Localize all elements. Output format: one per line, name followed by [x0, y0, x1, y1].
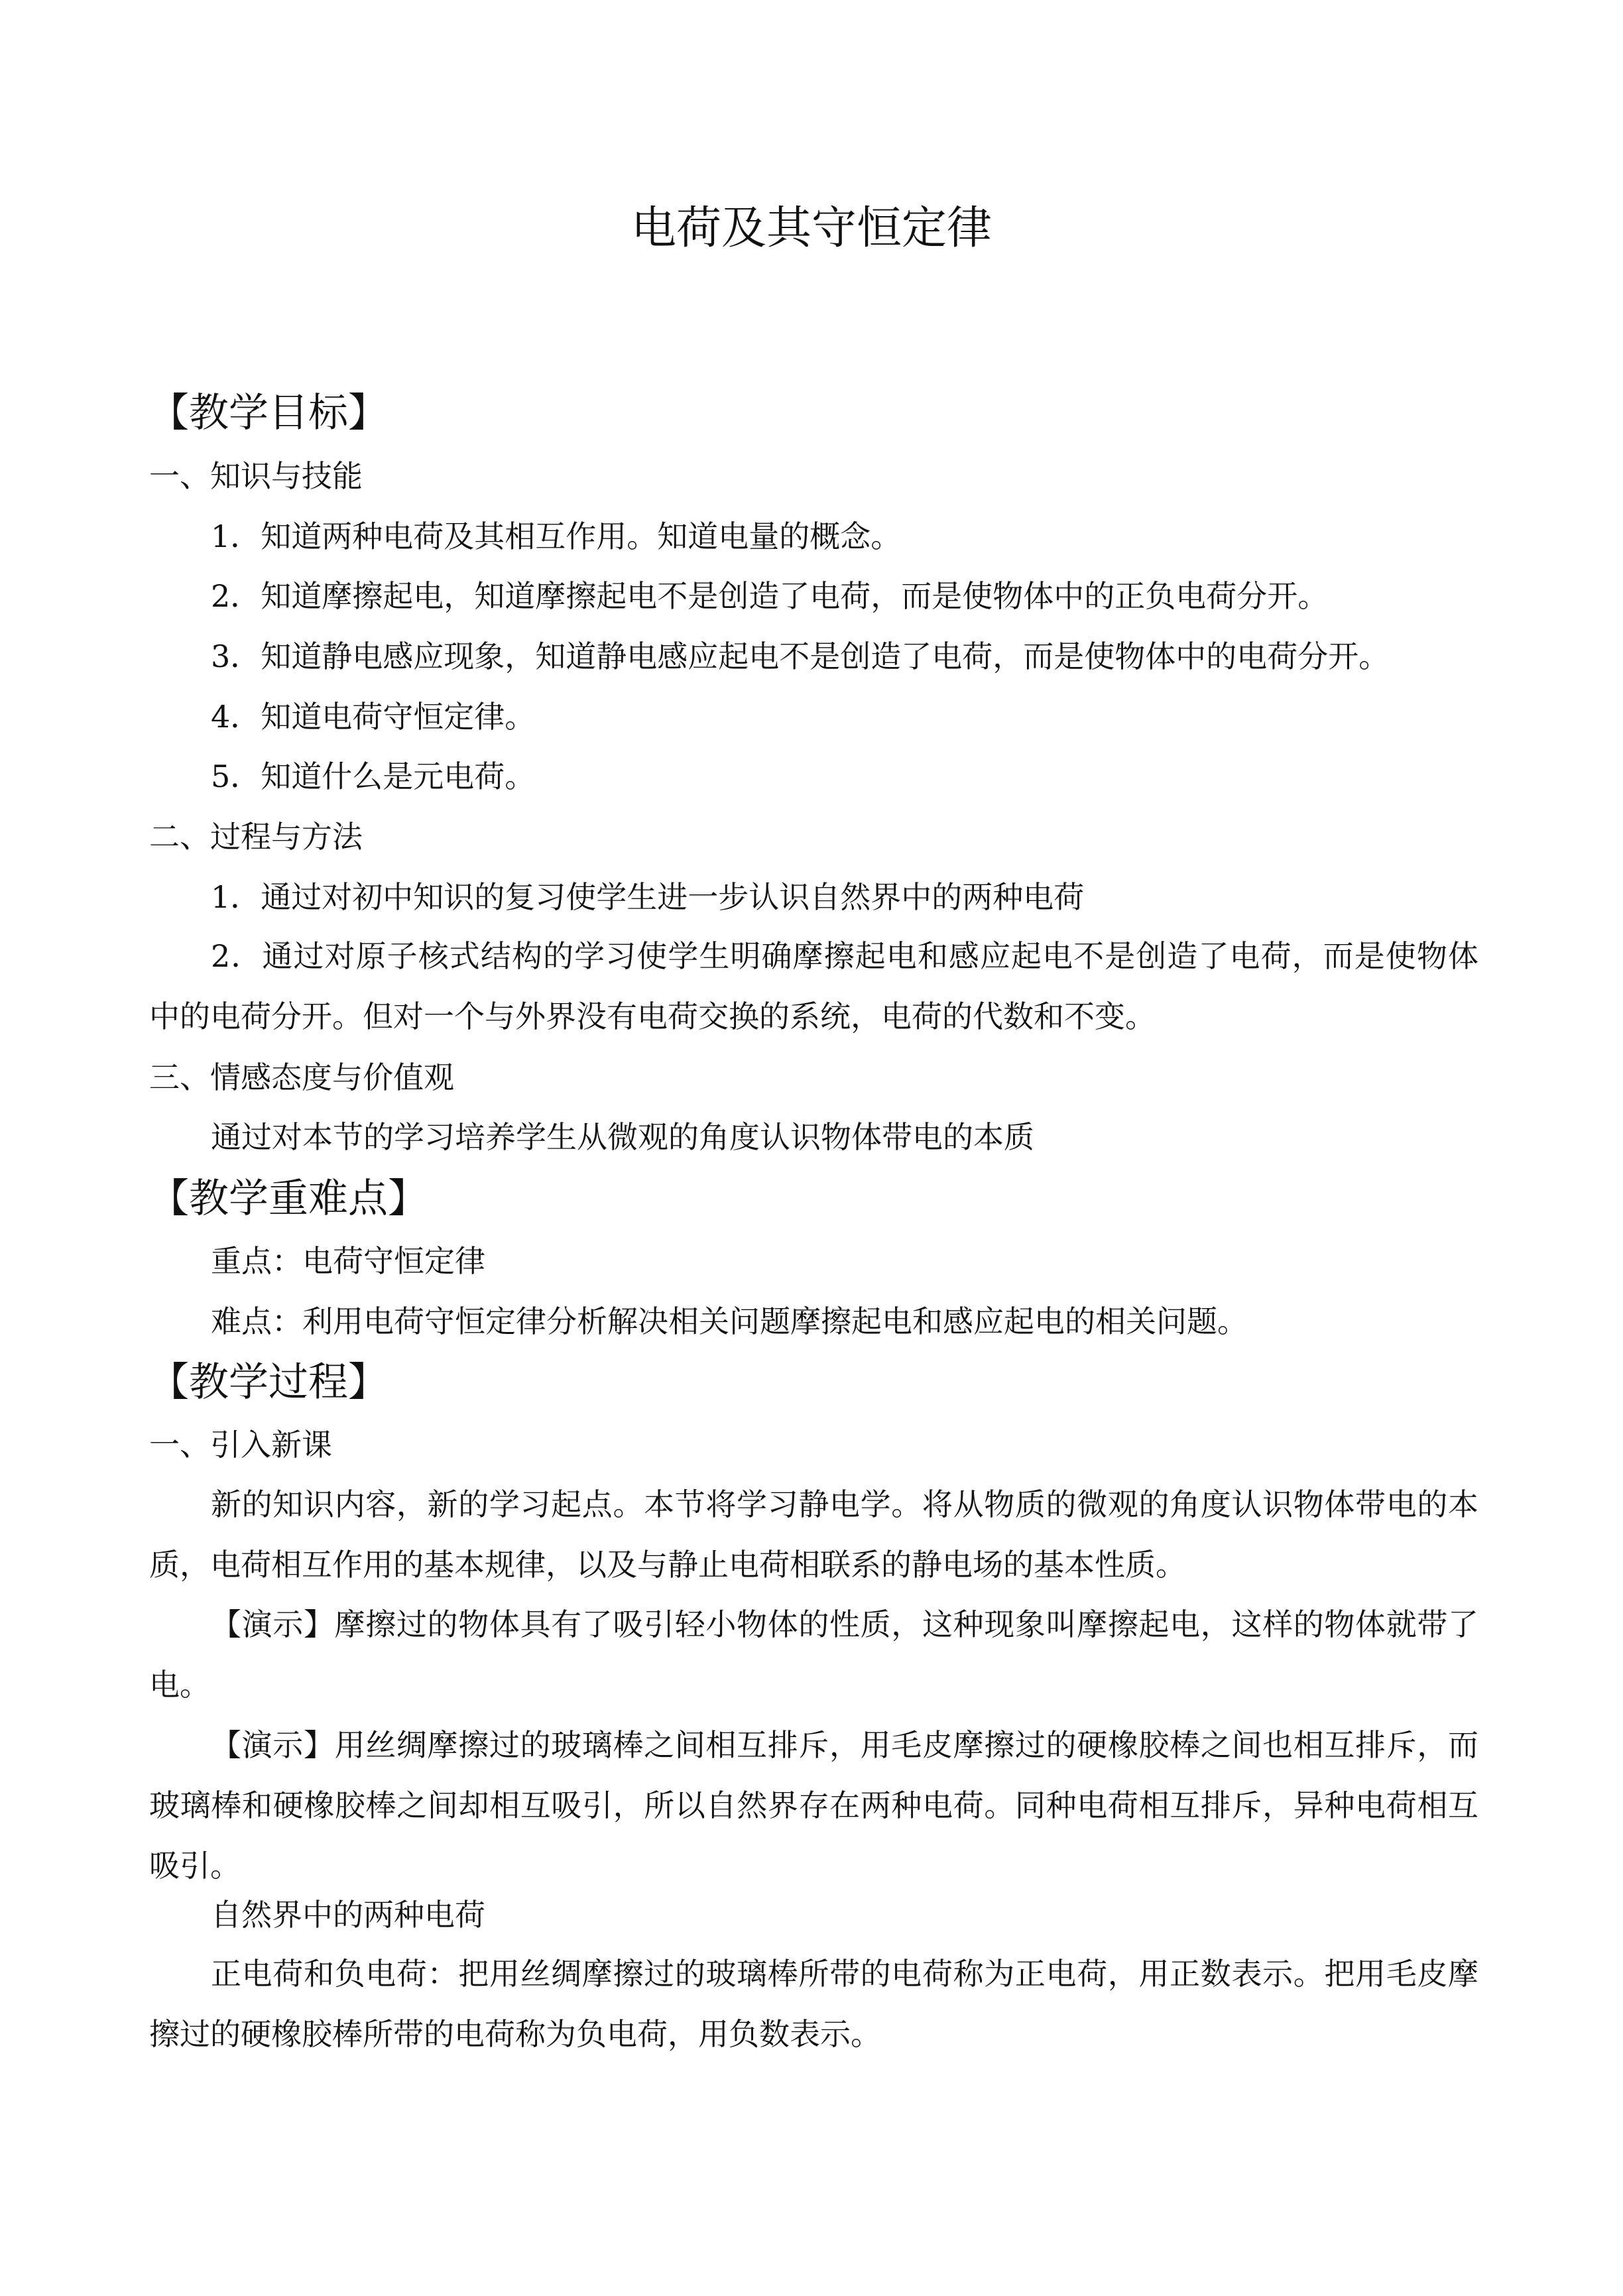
list-item: 1．知道两种电荷及其相互作用。知道电量的概念。: [211, 518, 902, 554]
section-heading-process: 【教学过程】: [149, 1359, 388, 1406]
list-item: 1．通过对初中知识的复习使学生进一步认识自然界中的两种电荷: [211, 879, 1085, 915]
section-heading-objectives: 【教学目标】: [149, 390, 388, 436]
paragraph: 【演示】摩擦过的物体具有了吸引轻小物体的性质，这种现象叫摩擦起电，这样的物体就带了电。: [149, 1606, 1478, 1703]
paragraph: 新的知识内容，新的学习起点。本节将学习静电学。将从物质的微观的角度认识物体带电的本质，电荷相互作用的基本规律，以及与静止电荷相联系的静电场的基本性质。: [149, 1486, 1478, 1583]
key-point-focus: 重点：电荷守恒定律: [211, 1243, 485, 1279]
paragraph: 正电荷和负电荷：把用丝绸摩擦过的玻璃棒所带的电荷称为正电荷，用正数表示。把用毛皮摩擦过的硬橡胶棒所带的电荷称为负电荷，用负数表示。: [149, 1956, 1478, 2052]
subheading-intro: 一、引入新课: [149, 1427, 332, 1463]
list-item: 3．知道静电感应现象，知道静电感应起电不是创造了电荷，而是使物体中的电荷分开。: [211, 638, 1390, 674]
list-item: 4．知道电荷守恒定律。: [211, 699, 536, 735]
paragraph: 【演示】用丝绸摩擦过的玻璃棒之间相互排斥，用毛皮摩擦过的硬橡胶棒之间也相互排斥，而玻璃棒和硬橡胶棒之间却相互吸引，所以自然界存在两种电荷。同种电荷相互排斥，异种电荷相互吸引。: [149, 1727, 1478, 1884]
paragraph: 通过对本节的学习培养学生从微观的角度认识物体带电的本质: [211, 1119, 1034, 1155]
list-item: 5．知道什么是元电荷。: [211, 758, 536, 794]
subheading-attitude: 三、情感态度与价值观: [149, 1059, 454, 1095]
subheading-knowledge: 一、知识与技能: [149, 458, 363, 494]
list-item: 2．知道摩擦起电，知道摩擦起电不是创造了电荷，而是使物体中的正负电荷分开。: [211, 578, 1329, 614]
paragraph: 2．通过对原子核式结构的学习使学生明确摩擦起电和感应起电不是创造了电荷，而是使物体中的电荷分开。但对一个与外界没有电荷交换的系统，电荷的代数和不变。: [149, 938, 1478, 1034]
page-title: 电荷及其守恒定律: [631, 202, 992, 255]
key-point-difficulty: 难点：利用电荷守恒定律分析解决相关问题摩擦起电和感应起电的相关问题。: [211, 1303, 1248, 1339]
section-heading-key-points: 【教学重难点】: [149, 1176, 428, 1222]
paragraph: 自然界中的两种电荷: [211, 1897, 485, 1933]
subheading-process: 二、过程与方法: [149, 819, 363, 855]
